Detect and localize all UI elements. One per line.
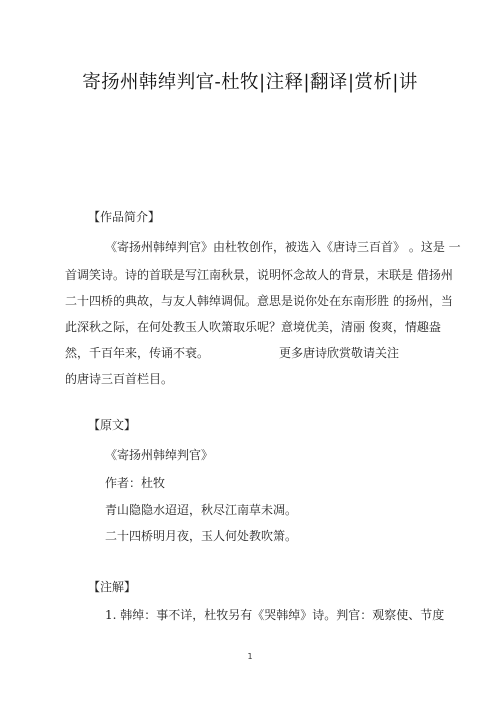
original-verse-2: 二十四桥明月夜，玉人何处教吹箫。 — [105, 529, 298, 543]
intro-heading: 【作品简介】 — [88, 210, 161, 224]
original-poem-title: 《寄扬州韩绰判官》 — [105, 448, 214, 462]
intro-line-2: 首调笑诗。诗的首联是写江南秋景，说明怀念故人的背景，末联是 借扬州 — [65, 268, 453, 282]
page-number: 1 — [247, 652, 253, 661]
intro-line-6: 的唐诗三百首栏目。 — [65, 372, 174, 386]
page-title: 寄扬州韩绰判官-杜牧|注释|翻译|赏析|讲 — [82, 72, 418, 93]
intro-line-1: 《寄扬州韩绰判官》由杜牧创作，被选入《唐诗三百首》 。这是 一 — [105, 240, 461, 254]
intro-line-4: 此深秋之际，在何处教玉人吹箫取乐呢？意境优美，清丽 俊爽，情趣盎 — [65, 320, 441, 334]
original-heading: 【原文】 — [88, 418, 137, 432]
intro-line-5-left: 然，千百年来，传诵不衰。 — [65, 346, 210, 360]
notes-heading: 【注解】 — [88, 580, 137, 594]
original-verse-1: 青山隐隐水迢迢，秋尽江南草未凋。 — [105, 503, 298, 517]
notes-line-1: 1. 韩绰：事不详，杜牧另有《哭韩绰》诗。判官：观察使、节度 — [105, 608, 445, 622]
intro-line-5-right: 更多唐诗欣赏敬请关注 — [279, 346, 400, 360]
original-author: 作者：杜牧 — [105, 476, 166, 490]
intro-line-5 — [65, 344, 425, 361]
intro-line-3: 二十四桥的典故，与友人韩绰调侃。意思是说你处在东南形胜 的扬州，当 — [65, 294, 453, 308]
